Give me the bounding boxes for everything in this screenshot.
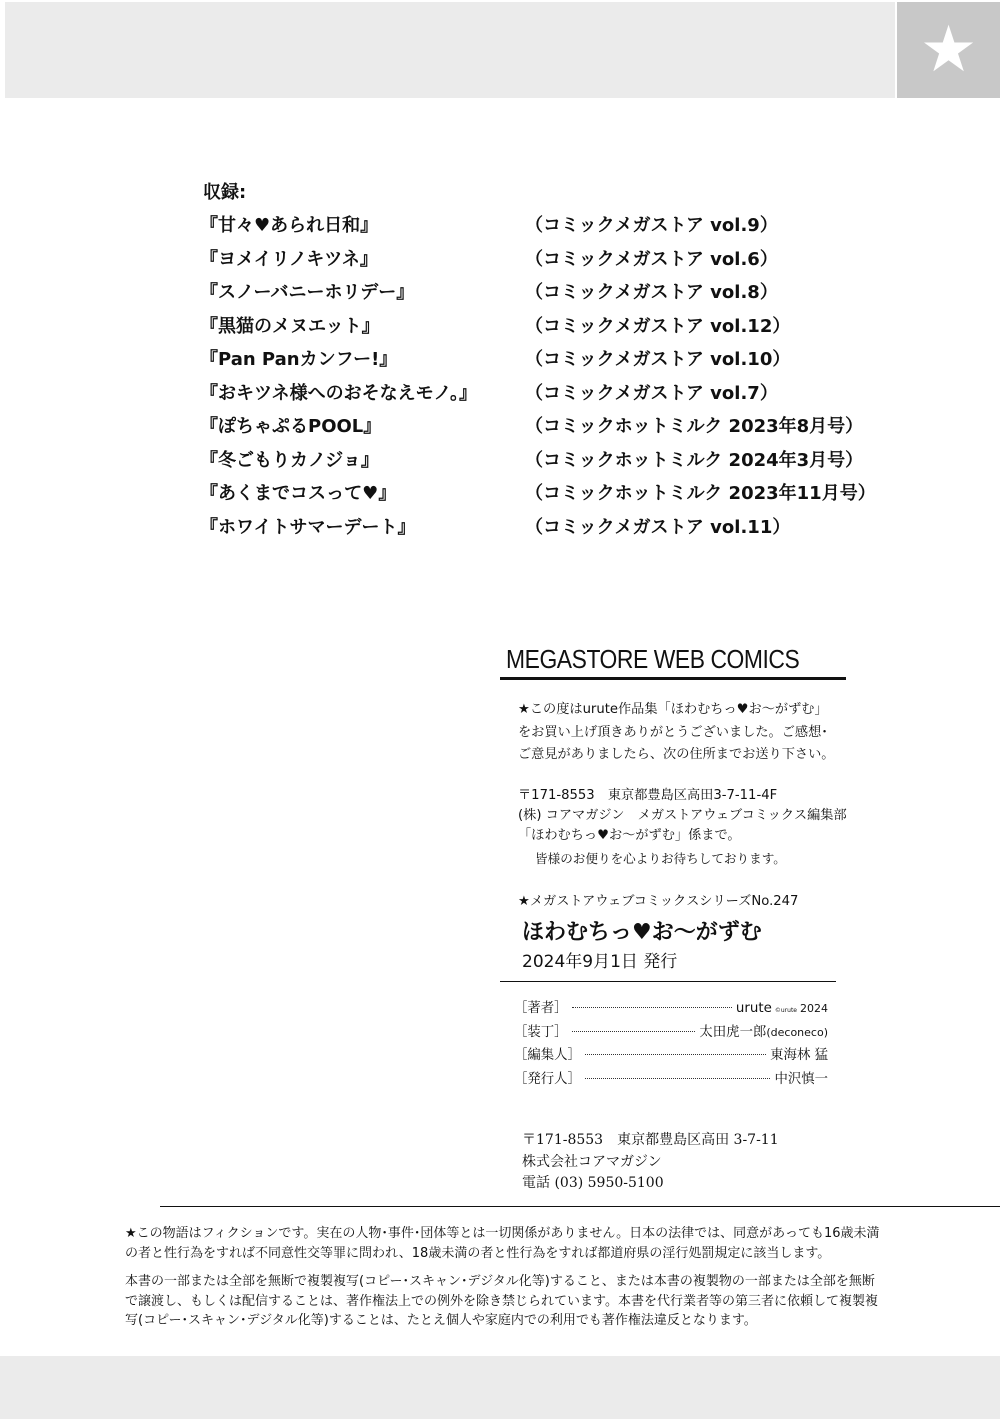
credit-role: ［発行人］ [514,1071,581,1087]
toc-item-title: 『甘々♥あられ日和』 [200,215,379,236]
toc-item [200,412,864,446]
toc-item-title: 『スノーバニーホリデー』 [200,282,415,303]
toc-item-title: 『あくまでコスって♥』 [200,483,397,504]
toc-item-source: （コミックホットミルク 2024年3月号） [525,449,864,471]
toc-item [200,446,864,480]
imprint-title: MEGASTORE WEB COMICS [506,644,800,674]
toc-item-source: （コミックホットミルク 2023年8月号） [525,416,864,437]
credit-name: 中沢慎一 [774,1071,828,1087]
toc-item-source: （コミックホットミルク 2023年11月号） [525,483,876,504]
publisher-address-line: 株式会社コアマガジン [522,1153,662,1170]
credit-role: ［編集人］ [514,1048,581,1063]
bottom-band [0,1356,1000,1419]
toc-item-title: 『ぽちゃぷるPOOL』 [200,416,382,437]
toc-item [200,345,860,379]
toc-item-title: 『ホワイトサマーデート』 [200,516,416,538]
credits-list [514,997,828,1091]
dot-leader [572,1007,732,1008]
reader-address [518,786,848,846]
credit-name: 東海林 猛 [770,1048,828,1063]
credit-extra: (deconeco) [766,1025,828,1039]
dot-leader [585,1078,770,1079]
credit-year: 2024 [800,1002,828,1015]
publisher-address [522,1130,779,1195]
credits-rule [500,981,836,982]
credit-role: ［著者］ [514,1001,568,1016]
legal-rule [160,1206,1000,1207]
dot-leader [585,1054,766,1055]
credit-row-editor [514,1044,828,1068]
toc-list [200,211,876,546]
imprint-rule [500,677,846,680]
toc-item-title: 『冬ごもりカノジョ』 [200,449,379,471]
toc-item-title: 『Pan Panカンフー!』 [200,349,398,370]
credit-copyright: ©urute [774,1007,797,1014]
publisher-address-line: 電話 (03) 5950-5100 [522,1175,664,1191]
publication-date: 2024年9月1日 発行 [522,952,678,972]
credit-row-design [514,1021,828,1045]
toc-item-source: （コミックメガストア vol.10） [525,349,791,370]
credit-row-author [514,997,828,1021]
toc-item-title: 『おキツネ様へのおそなえモノ。』 [200,382,478,404]
toc-item [200,479,876,513]
series-number: ★メガストアウェブコミックスシリーズNo.247 [518,894,799,909]
thanks-message: ★この度はurute作品集「ほわむちっ♥お〜がずむ」をお買い上げ頂きありがとうございました。ご感想･ご意見がありましたら、次の住所までお送り下さい。 [518,702,835,762]
toc-item-source: （コミックメガストア vol.11） [525,516,791,538]
credit-name: urute [735,1001,772,1016]
credit-name: 太田虎一郎 [699,1024,767,1040]
toc-item-source: （コミックメガストア vol.7） [525,382,778,404]
star-badge [897,2,1000,98]
toc-item [200,513,860,547]
dot-leader [572,1031,696,1032]
toc-item-title: 『ヨメイリノキツネ』 [200,248,378,270]
credit-role: ［装丁］ [514,1024,568,1040]
toc-item [200,211,860,245]
toc-heading: 収録: [203,182,247,203]
toc-item-source: （コミックメガストア vol.9） [525,215,778,236]
toc-item-title: 『黒猫のメヌエット』 [200,315,380,337]
reader-address-line: (株) コアマガジン メガストアウェブコミックス編集部 [518,808,847,823]
toc-item [200,312,860,346]
fiction-disclaimer: ★この物語はフィクションです。実在の人物･事件･団体等とは一切関係がありません。日本の法律では、同意があっても16歳未満の者と性行為をすれば不同意性交等罪に問われ、18歳未満の者と性行為をすれば都道府県の淫行処罰規定に該当します。 [125,1226,880,1261]
toc-item-source: （コミックメガストア vol.8） [525,282,778,303]
closing-message: 皆様のお便りを心よりお待ちしております。 [535,851,786,866]
toc-item [200,379,860,413]
toc-item-source: （コミックメガストア vol.12） [525,315,791,337]
reader-address-line: 「ほわむちっ♥お〜がずむ」係まで。 [518,828,741,843]
toc-item [200,278,860,312]
copyright-notice: 本書の一部または全部を無断で複製複写(コピー･スキャン･デジタル化等)すること、または本書の複製物の一部または全部を無断で譲渡し、もしくは配信することは、著作権法上での例外を除き禁じられています。本書を代行業者等の第三者に依頼して複製複写(コピー･スキャン･デジタル化等)することは、たとえ個人や家庭内での利用でも著作権法違反となります。 [125,1274,878,1328]
book-title: ほわむちっ♥お〜がずむ [522,920,762,945]
credit-row-publisher [514,1068,828,1092]
toc-item-source: （コミックメガストア vol.6） [525,248,778,270]
publisher-address-line: 〒171-8553 東京都豊島区高田 3-7-11 [522,1132,779,1148]
toc-item [200,245,860,279]
star-icon: ★ [919,13,978,87]
reader-address-line: 〒171-8553 東京都豊島区高田3-7-11-4F [518,788,778,803]
top-band [5,2,895,98]
